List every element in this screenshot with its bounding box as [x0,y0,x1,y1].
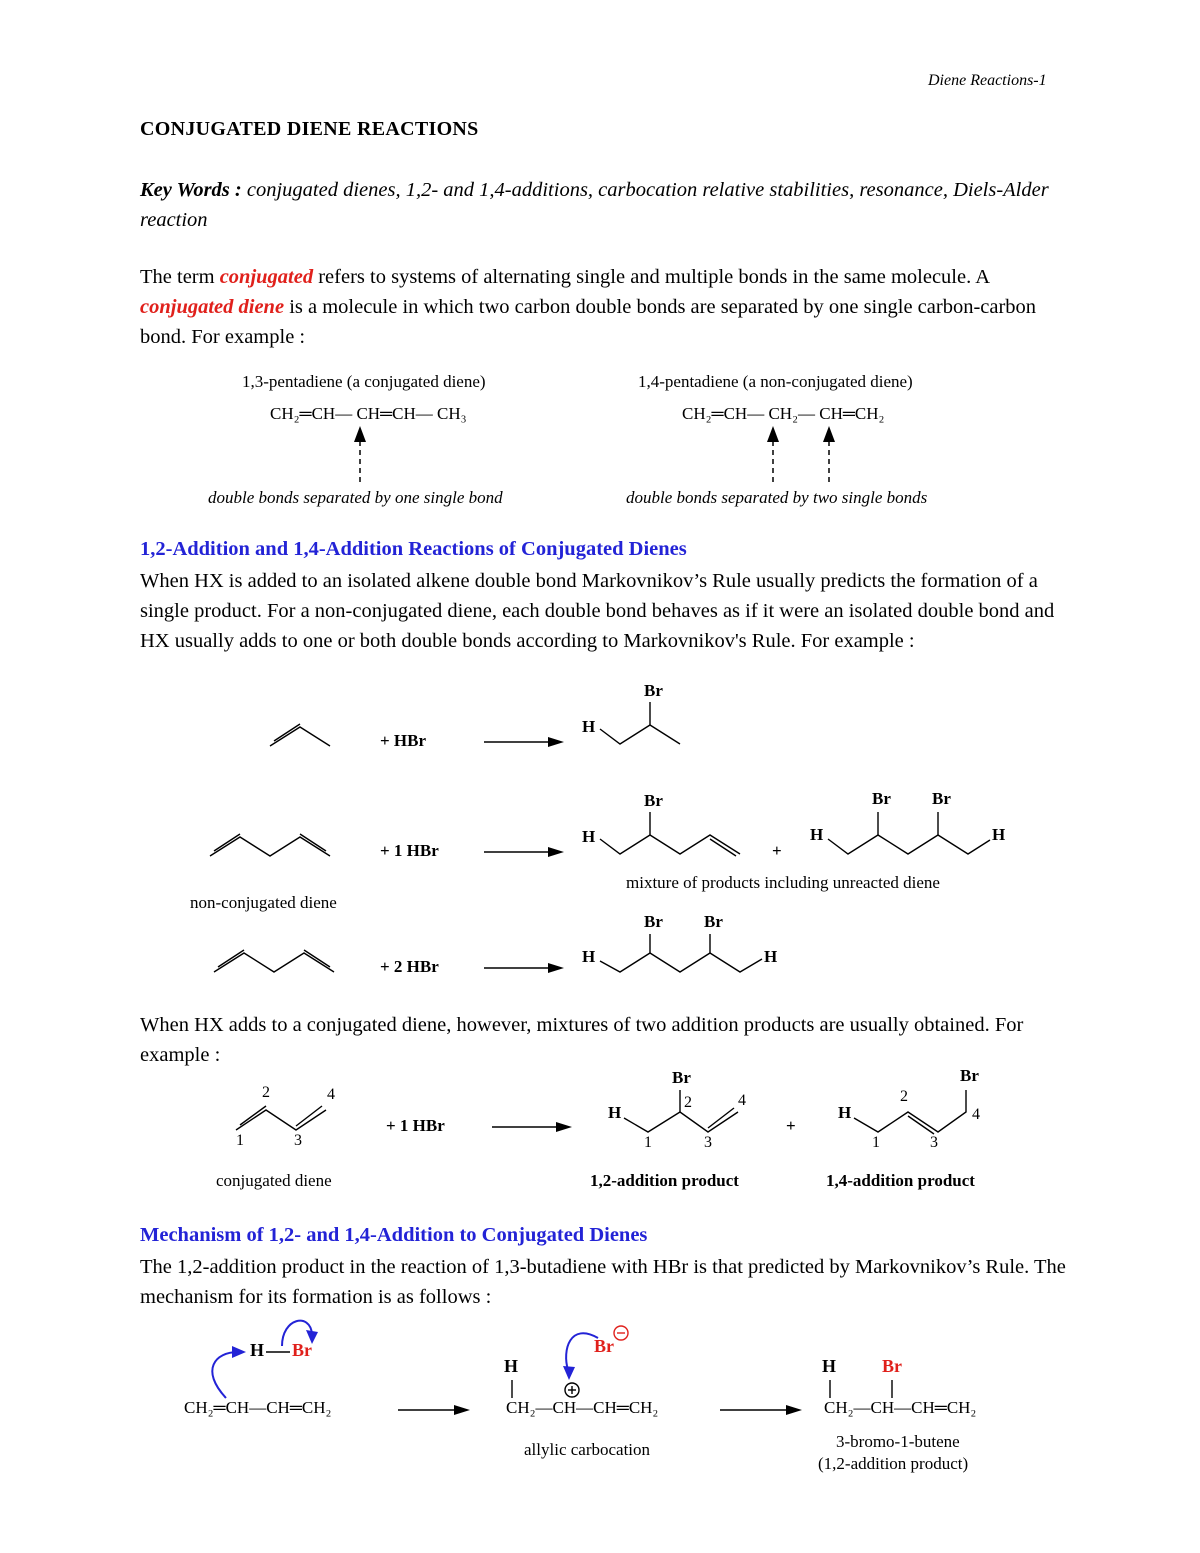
key-words-text: conjugated dienes, 1,2- and 1,4-additions, carbocation relative stabilities, resonance, Diels-Alder reaction [140,179,1049,231]
arrowhead-br [563,1366,575,1380]
rxn4-plus: + [786,1116,796,1135]
conjugated-addition-paragraph: When HX adds to a conjugated diene, however, mixtures of two addition products are usually obtained. For example : [140,1014,1024,1066]
product-name: 3-bromo-1-butene [836,1432,960,1451]
intro-text-2: refers to systems of alternating single and multiple bonds in the same molecule. A [313,266,989,288]
non-conjugated-diene-label: non-conjugated diene [190,893,337,912]
curved-arrow-pi-to-h [212,1352,238,1398]
product-note: (1,2-addition product) [818,1454,969,1473]
rxn3-br-1: Br [644,912,663,931]
intro-text-1: The term [140,266,220,288]
product-14-carbon-3: 3 [930,1134,938,1151]
product-14-carbon-4: 4 [972,1106,980,1123]
product-14-br: Br [960,1066,979,1085]
rxn3-reagent: + 2 HBr [380,957,439,976]
page-title: CONJUGATED DIENE REACTIONS [140,118,479,140]
diene-carbon-2: 2 [262,1084,270,1101]
rxn2-product-a-h: H [582,827,596,846]
rxn2-product-b-h-left: H [810,825,824,844]
product-14-carbon-1: 1 [872,1134,880,1151]
mech-h: H [250,1340,265,1360]
diene-carbon-1: 1 [236,1132,244,1149]
rxn2-product-b-br-2: Br [932,789,951,808]
label-12-addition-product: 1,2-addition product [590,1171,739,1190]
rxn2-mixture-label: mixture of products including unreacted diene [626,873,940,892]
mech-arrowhead-1 [454,1405,470,1415]
section-heading-mechanism: Mechanism of 1,2- and 1,4-Addition to Conjugated Dienes [140,1224,648,1246]
rxn3-h-right: H [764,947,778,966]
diene-carbon-4: 4 [327,1086,335,1103]
term-conjugated: conjugated [219,266,314,288]
product-12-carbon-3: 3 [704,1134,712,1151]
right-example-formula: CH₂═CH— CH₂— CH═CH₂ [682,404,885,423]
rxn3-br-2: Br [704,912,723,931]
product-h: H [822,1356,837,1376]
rxn1-h: H [582,717,596,736]
rxn2-reagent: + 1 HBr [380,841,439,860]
cation-h: H [504,1356,519,1376]
arrowhead-pi [232,1346,246,1358]
key-words-label: Key Words : [140,179,242,201]
product-formula: CH₂—CH—CH═CH₂ [824,1398,977,1417]
mech-start-formula: CH₂═CH—CH═CH₂ [184,1398,332,1417]
product-br: Br [882,1356,902,1376]
product-12-br: Br [672,1068,691,1087]
product-12-carbon-1: 1 [644,1134,652,1151]
rxn2-plus: + [772,841,782,860]
left-example-formula: CH₂═CH— CH═CH— CH₃ [270,404,467,423]
bromide-ion: Br [594,1336,614,1356]
product-12-h: H [608,1103,622,1122]
rxn2-product-b-br-1: Br [872,789,891,808]
section-addition-text: When HX is added to an isolated alkene double bond Markovnikov’s Rule usually predicts the formation of a single product. For a non-conjugated diene, each double bond behaves as if it were an isolated double bond and HX usually adds to one or both double bonds according to Markovnikov's Rule. For example : [140,570,1055,652]
rxn1-br: Br [644,681,663,700]
product-12-carbon-4: 4 [738,1092,746,1109]
right-example-caption: double bonds separated by two single bonds [626,488,928,507]
product-14-carbon-2: 2 [900,1088,908,1105]
rxn2-product-b-h-right: H [992,825,1006,844]
mech-arrowhead-2 [786,1405,802,1415]
rxn1-reagent: + HBr [380,731,427,750]
rxn2-product-a-br: Br [644,791,663,810]
product-12-carbon-2: 2 [684,1094,692,1111]
mech-br: Br [292,1340,312,1360]
conjugated-diene-label: conjugated diene [216,1171,332,1190]
product-14-h: H [838,1103,852,1122]
section-mechanism-text: The 1,2-addition product in the reaction of 1,3-butadiene with HBr is that predicted by Markovnikov’s Rule. The mechanism for its formation is as follows : [140,1256,1066,1308]
diene-carbon-3: 3 [294,1132,302,1149]
intro-text-3: is a molecule in which two carbon double bonds are separated by one single carbon-carbon bond. For example : [140,296,1037,348]
left-example-caption: double bonds separated by one single bond [208,488,503,507]
term-conjugated-diene: conjugated diene [140,296,285,318]
rxn3-h-left: H [582,947,596,966]
section-heading-addition: 1,2-Addition and 1,4-Addition Reactions of Conjugated Dienes [140,538,687,560]
cation-formula: CH₂—CH—CH═CH₂ [506,1398,659,1417]
page-header: Diene Reactions-1 [928,72,1047,89]
right-example-title: 1,4-pentadiene (a non-conjugated diene) [638,372,913,391]
label-14-addition-product: 1,4-addition product [826,1171,975,1190]
allylic-carbocation-label: allylic carbocation [524,1440,651,1459]
rxn4-reagent: + 1 HBr [386,1116,445,1135]
left-example-title: 1,3-pentadiene (a conjugated diene) [242,372,486,391]
